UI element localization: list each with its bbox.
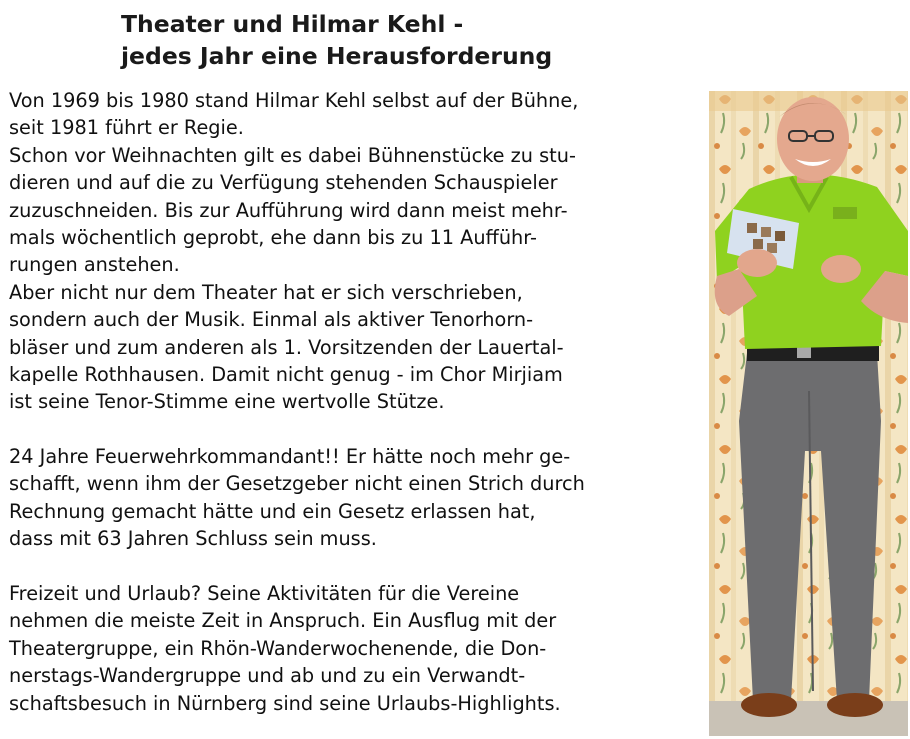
right-hand <box>821 255 861 283</box>
text-line: Schon vor Weihnachten gilt es dabei Bühnenstücke zu stu- <box>9 143 576 167</box>
left-shoe <box>741 693 797 717</box>
paragraph-spacer <box>9 416 709 443</box>
left-hand <box>737 249 777 277</box>
text-line: Theatergruppe, ein Rhön-Wanderwochenende, die Don- <box>9 636 547 660</box>
title-line-1: Theater und Hilmar Kehl - <box>121 10 464 38</box>
text-line: mals wöchentlich geprobt, ehe dann bis zu 11 Aufführ- <box>9 225 537 249</box>
article-body <box>9 87 709 717</box>
text-line: sondern auch der Musik. Einmal als aktiver Tenorhorn- <box>9 308 534 332</box>
paragraph-firefighter <box>9 443 709 553</box>
text-line: zuzuschneiden. Bis zur Aufführung wird dann meist mehr- <box>9 198 568 222</box>
text-line: Von 1969 bis 1980 stand Hilmar Kehl selbst auf der Bühne, <box>9 89 579 112</box>
text-line: ist seine Tenor-Stimme eine wertvolle Stütze. <box>9 390 445 414</box>
portrait-photo <box>709 91 908 736</box>
text-line: seit 1981 führt er Regie. <box>9 116 244 140</box>
text-line: nehmen die meiste Zeit in Anspruch. Ein Ausflug mit der <box>9 609 557 633</box>
paragraph-spacer <box>9 553 709 580</box>
article-title <box>121 8 552 72</box>
text-line: rungen anstehen. <box>9 253 180 277</box>
photo-illustration <box>709 91 908 736</box>
text-line: nerstags-Wandergruppe und ab und zu ein Verwandt- <box>9 664 526 688</box>
text-line: 24 Jahre Feuerwehrkommandant!! Er hätte noch mehr ge- <box>9 445 571 469</box>
text-line: schaftsbesuch in Nürnberg sind seine Urlaubs-Highlights. <box>9 691 561 715</box>
text-line: Aber nicht nur dem Theater hat er sich verschrieben, <box>9 280 523 304</box>
text-line: bläser und zum anderen als 1. Vorsitzenden der Lauertal- <box>9 335 564 359</box>
paragraph-theater <box>9 87 709 416</box>
text-line: Rechnung gemacht hätte und ein Gesetz erlassen hat, <box>9 499 536 523</box>
text-line: Freizeit und Urlaub? Seine Aktivitäten für die Vereine <box>9 582 520 606</box>
text-line: dieren und auf die zu Verfügung stehenden Schauspieler <box>9 171 558 195</box>
text-line: kapelle Rothhausen. Damit nicht genug - im Chor Mirjiam <box>9 362 563 386</box>
text-line: dass mit 63 Jahren Schluss sein muss. <box>9 527 377 551</box>
title-line-2: jedes Jahr eine Herausforderung <box>121 42 553 70</box>
text-line: schafft, wenn ihm der Gesetzgeber nicht einen Strich durch <box>9 472 585 496</box>
paragraph-leisure <box>9 580 709 717</box>
right-shoe <box>827 693 883 717</box>
